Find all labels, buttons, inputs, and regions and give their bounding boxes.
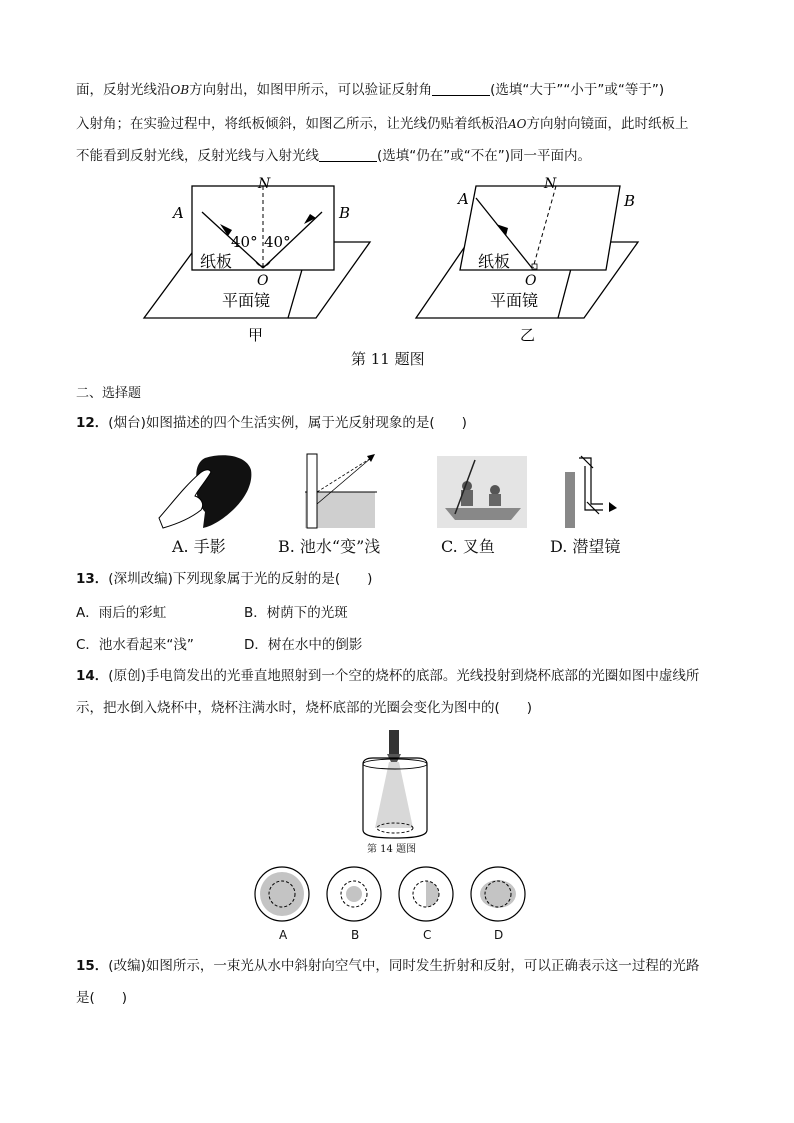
ray-ob-label: OB <box>170 83 190 97</box>
label-a: A <box>173 204 184 222</box>
label-o-yi: O <box>525 273 537 289</box>
q14-choices <box>252 864 532 924</box>
q14-number: 14． <box>76 668 109 684</box>
q11-text: 方向射向镜面，此时纸板上 <box>526 116 689 132</box>
q12-label-b: B. 池水“变”浅 <box>278 537 381 556</box>
q11-text: (选填“大于”“小于”或“等于”) <box>490 82 665 98</box>
angle-reflection: 40° <box>264 233 291 251</box>
label-n: N <box>258 176 271 192</box>
figure-label-jia: 甲 <box>248 326 264 344</box>
figure-jia <box>144 176 370 344</box>
q11-figure <box>140 172 650 350</box>
q11-line-2 <box>76 114 689 134</box>
mirror-label: 平面镜 <box>222 291 271 310</box>
q11-caption: 第 11 题图 <box>351 350 425 368</box>
spearing-fish-image <box>437 456 527 528</box>
q12-text: (烟台)如图描述的四个生活实例，属于光反射现象的是( ) <box>108 415 467 431</box>
choice-c-figure[interactable] <box>399 867 453 921</box>
q14-text: (原创)手电筒发出的光垂直地照射到一个空的烧杯的底部。光线投射到烧杯底部的光圈如图中虚线所 <box>108 668 700 684</box>
q11-text: 面，反射光线沿 <box>76 82 171 98</box>
label-b: B <box>339 204 351 222</box>
q11-text: 入射角；在实验过程中，将纸板倾斜，如图乙所示，让光线仍贴着纸板沿 <box>76 116 508 132</box>
figure-yi <box>416 176 638 344</box>
answer-blank-2[interactable] <box>319 147 377 162</box>
q15-line-1 <box>76 956 699 976</box>
q13-option-a[interactable]: A．雨后的彩虹 <box>76 605 167 621</box>
pool-image <box>305 454 377 528</box>
q11-text: (选填“仍在”或“不在”)同一平面内。 <box>377 148 592 164</box>
q13-option-c[interactable]: C．池水看起来“浅” <box>76 637 194 653</box>
q14-line-2: 示，把水倒入烧杯中，烧杯注满水时，烧杯底部的光圈会变化为图中的( ) <box>76 700 533 716</box>
periscope-image <box>565 456 617 528</box>
q15-text: (改编)如图所示，一束光从水中斜射向空气中，同时发生折射和反射，可以正确表示这一过程的光路 <box>108 958 700 974</box>
choice-d-label: D <box>494 928 504 942</box>
choice-b-label: B <box>351 928 360 942</box>
choice-a-label: A <box>279 928 288 942</box>
q14-caption: 第 14 题图 <box>367 844 417 855</box>
q15-number: 15． <box>76 958 109 974</box>
q12-label-d: D. 潜望镜 <box>550 537 621 556</box>
hand-shadow-image <box>159 455 251 528</box>
label-b-yi: B <box>624 192 636 210</box>
q12-number: 12． <box>76 415 109 431</box>
choice-c-label: C <box>423 928 432 942</box>
beaker-figure <box>355 730 435 842</box>
choice-b-figure[interactable] <box>327 867 381 921</box>
q14-line-1 <box>76 666 699 686</box>
angle-incidence: 40° <box>231 233 258 251</box>
q12-label-a: A. 手影 <box>172 537 226 556</box>
label-n-yi: N <box>544 176 557 192</box>
mirror-label-yi: 平面镜 <box>490 291 539 310</box>
q11-line-3 <box>76 146 591 166</box>
q12-stem <box>76 413 467 433</box>
q13-option-b[interactable]: B．树荫下的光斑 <box>244 605 348 621</box>
section-title: 二、选择题 <box>76 386 142 401</box>
figure-label-yi: 乙 <box>520 326 536 344</box>
q13-stem <box>76 569 372 589</box>
board-label-yi: 纸板 <box>478 252 511 271</box>
q12-images <box>155 452 635 532</box>
choice-d-figure[interactable] <box>471 867 525 921</box>
q12-label-c: C. 叉鱼 <box>441 537 495 556</box>
q11-text: 方向射出，如图甲所示，可以验证反射角 <box>189 82 433 98</box>
label-a-yi: A <box>458 190 469 208</box>
ray-ao-label: AO <box>508 117 527 131</box>
choice-a-figure[interactable] <box>255 867 309 921</box>
label-o: O <box>257 273 269 289</box>
q13-text: (深圳改编)下列现象属于光的反射的是( ) <box>108 571 373 587</box>
q11-text: 不能看到反射光线，反射光线与入射光线 <box>76 148 319 164</box>
q13-number: 13． <box>76 571 109 587</box>
q13-option-d[interactable]: D．树在水中的倒影 <box>244 637 363 653</box>
answer-blank-1[interactable] <box>432 81 490 96</box>
board-label: 纸板 <box>200 252 233 271</box>
q15-line-2: 是( ) <box>76 990 128 1006</box>
q11-line-1 <box>76 80 664 100</box>
